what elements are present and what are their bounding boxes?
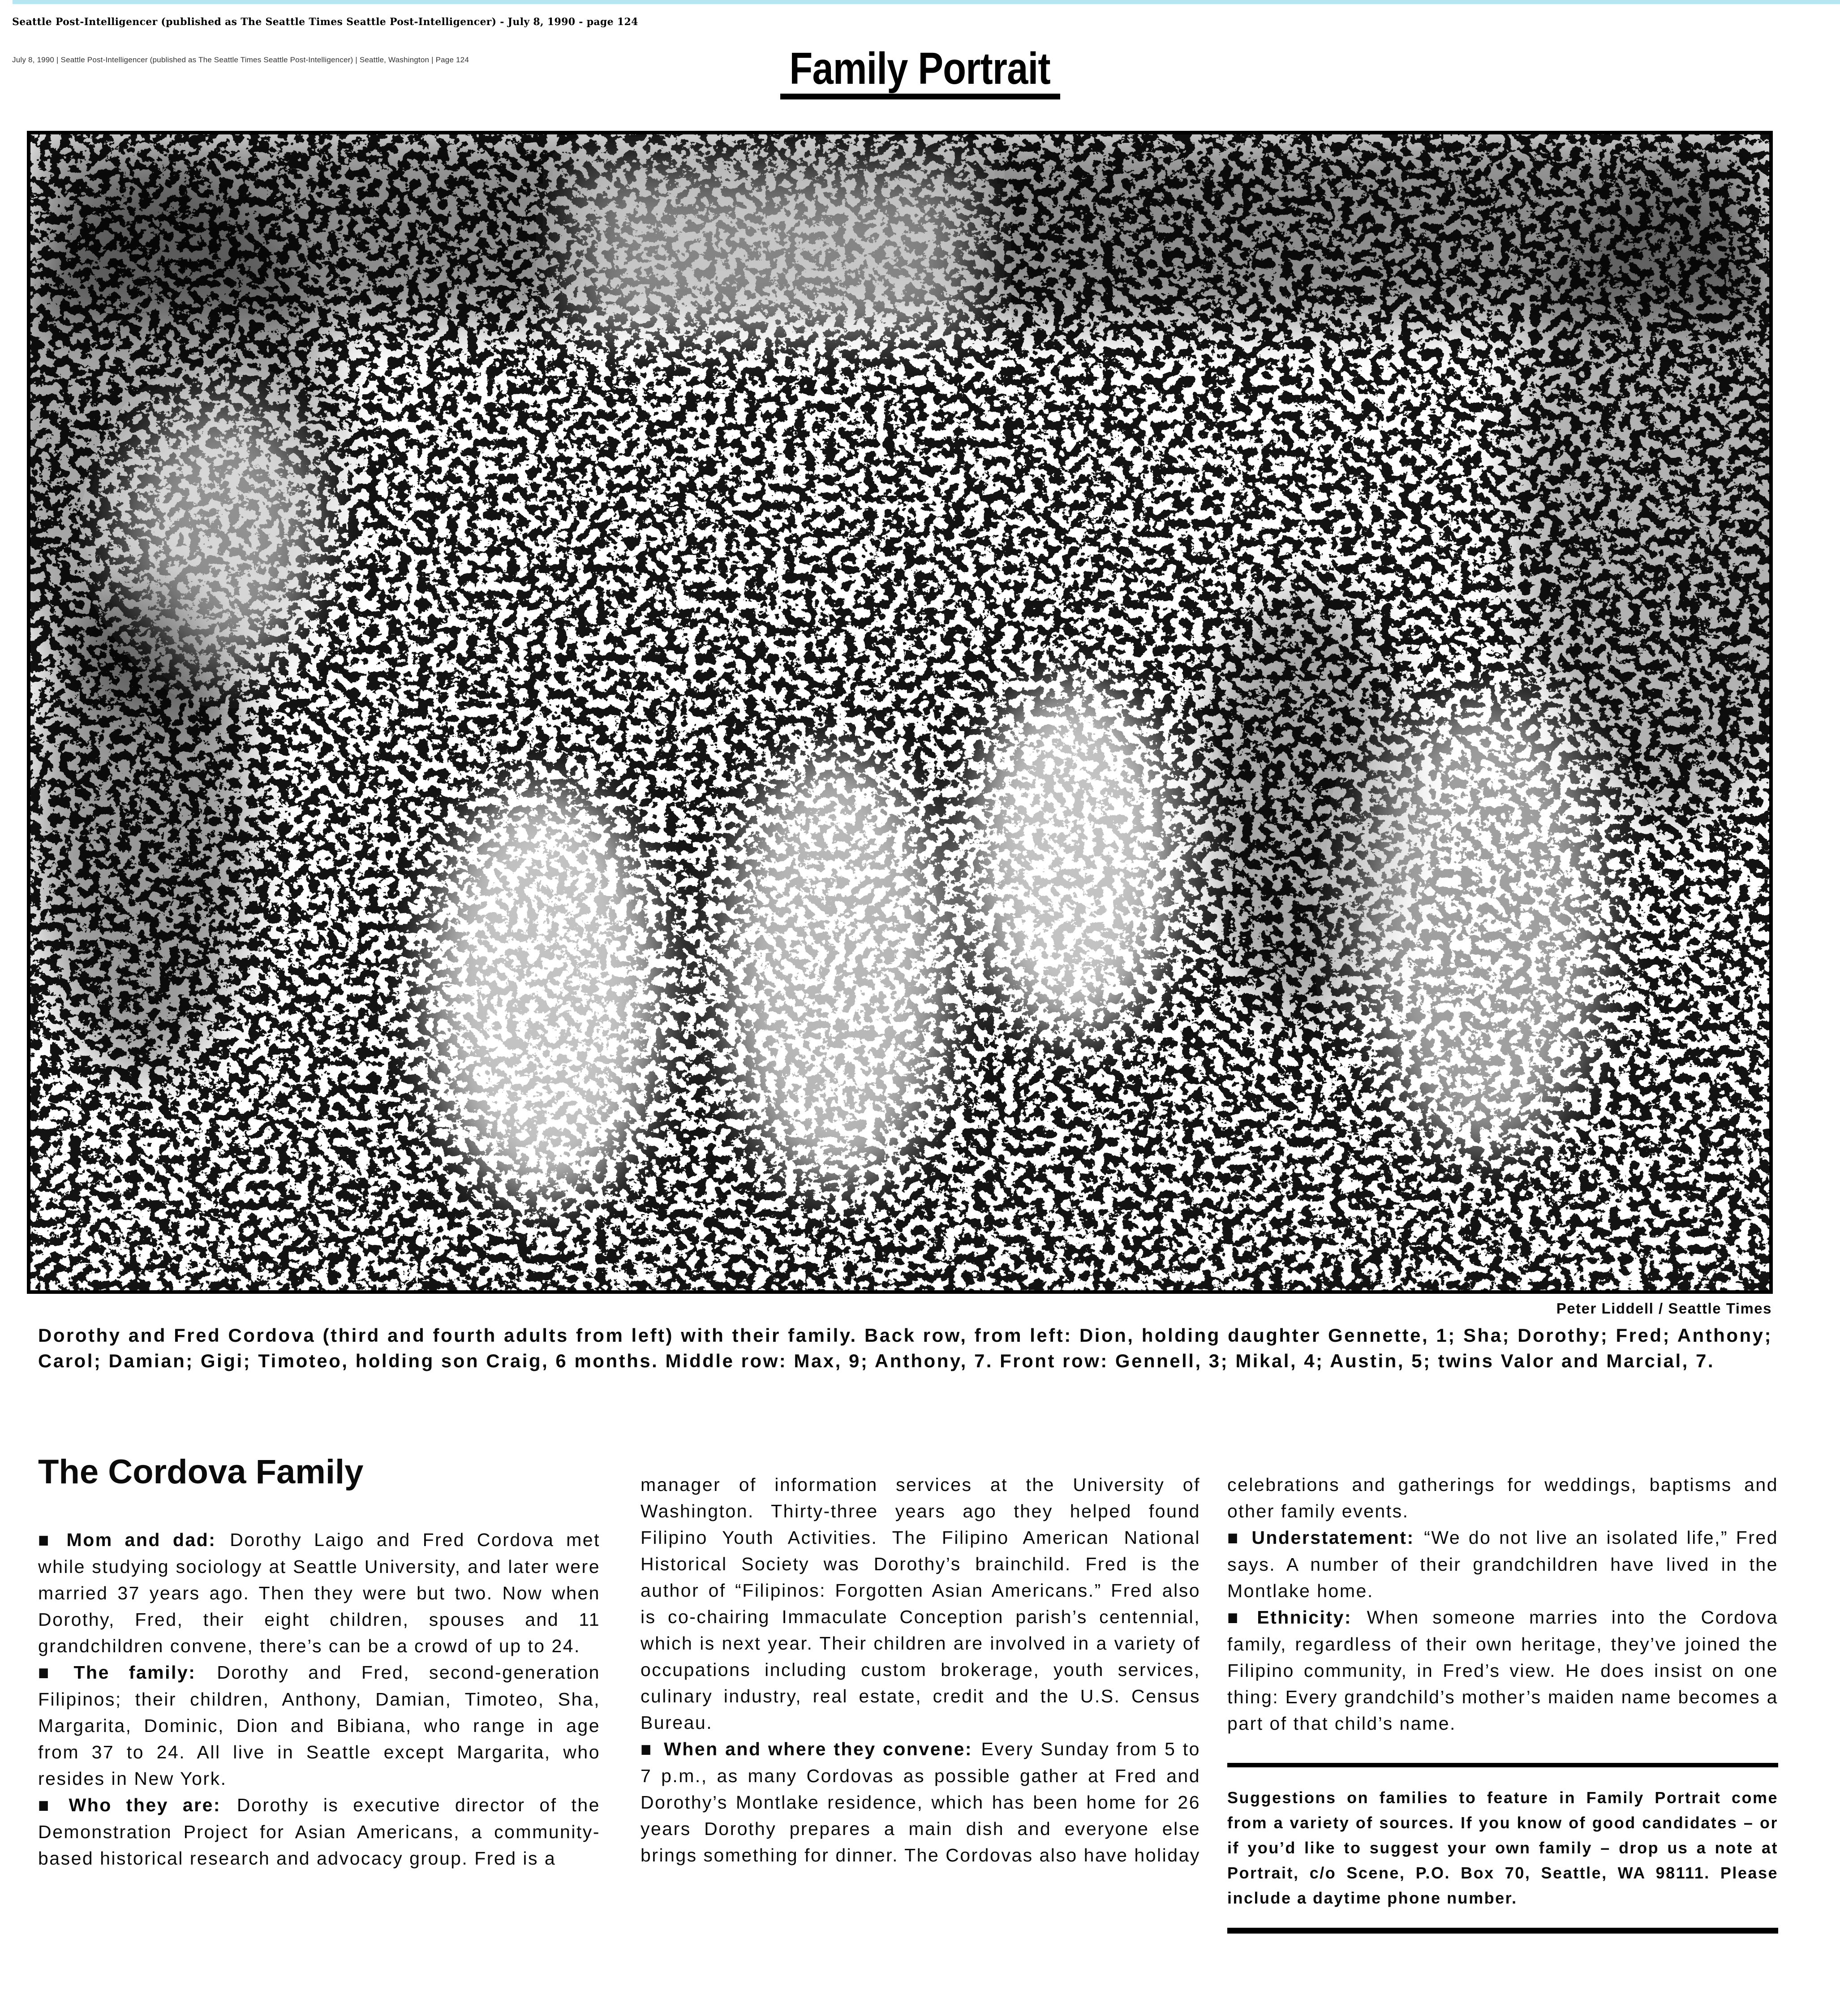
editor-note-rule-bottom (1227, 1928, 1778, 1934)
paragraph-lead: Understatement: (1251, 1527, 1414, 1548)
section-heading: Family Portrait (789, 43, 1051, 94)
paragraph-text: Every Sunday from 5 to 7 p.m., as many Cordovas as possible gather at Fred and Dorothy’s Montlake residence, which has been home for 26 years Dorothy prepares a main dish and everyone else brings something for dinner. The Cordovas also have holiday (641, 1739, 1200, 1865)
paragraph-text: Dorothy Laigo and Fred Cordova met while studying sociology at Seattle University, and later were married 37 years ago. Then they were but two. Now when Dorothy, Fred, their eight children, spouses and 11 grandchildren convene, there’s can be a crowd of up to 24. (38, 1529, 600, 1656)
paragraph-when-and-where (641, 1736, 1200, 1869)
paragraph-the-family (38, 1659, 600, 1792)
bullet-square-icon: ■ (38, 1794, 50, 1817)
section-heading-underline (780, 94, 1060, 99)
editor-note-rule-top (1227, 1763, 1778, 1767)
paragraph-who-they-are (38, 1792, 600, 1872)
halftone-photo-placeholder (30, 134, 1769, 1290)
paragraph-continuation (641, 1472, 1200, 1736)
paragraph-lead: Who they are: (69, 1795, 221, 1815)
bullet-square-icon: ■ (1227, 1607, 1239, 1629)
editor-note: Suggestions on families to feature in Family Portrait come from a variety of sources. If you know of good candidates – or if you’d like to suggest your own family – drop us a note at Portrait, c/o Scene, P.O. Box 70, Seattle, WA 98111. Please include a daytime phone number. (1227, 1788, 1778, 1907)
paragraph-mom-and-dad (38, 1527, 600, 1659)
article-title: The Cordova Family (38, 1453, 364, 1491)
scan-top-bar (13, 0, 1840, 4)
paragraph-text: manager of information services at the University of Washington. Thirty-three years ago they helped found Filipino Youth Activities. The Filipino American National Historical Society was Dorothy’s brainchild. Fred is the author of “Filipinos: Forgotten Asian Americans.” Fred also is co-chairing Immaculate Conception parish’s centennial, which is next year. Their children are involved in a variety of occupations including custom brokerage, youth services, culinary industry, real estate, credit and the U.S. Census Bureau. (641, 1474, 1200, 1733)
bullet-square-icon: ■ (38, 1529, 50, 1551)
paragraph-understatement (1227, 1525, 1778, 1604)
paragraph-lead: The family: (73, 1662, 196, 1683)
paragraph-text: celebrations and gatherings for weddings, baptisms and other family events. (1227, 1474, 1778, 1521)
paragraph-ethnicity (1227, 1604, 1778, 1737)
article-column-3 (1227, 1472, 1778, 1934)
paragraph-lead: When and where they convene: (664, 1739, 973, 1759)
bullet-square-icon: ■ (38, 1662, 50, 1684)
article-column-2 (641, 1472, 1200, 1869)
section-heading-wrap (0, 43, 1840, 99)
photo-caption: Dorothy and Fred Cordova (third and fourth adults from left) with their family. Back row, from left: Dion, holding daughter Gennette, 1; Sha; Dorothy; Fred; Anthony; Carol; Damian; Gigi; Timoteo, holding son Craig, 6 months. Middle row: Max, 9; Anthony, 7. Front row: Gennell, 3; Mikal, 4; Austin, 5; twins Valor and Marcial, 7. (38, 1325, 1772, 1371)
paragraph-text: When someone marries into the Cordova family, regardless of their own heritage, they’ve joined the Filipino community, in Fred’s view. He does insist on one thing: Every grandchild’s mother’s maiden name becomes a part of that child’s name. (1227, 1607, 1778, 1734)
paragraph-text: Dorothy is executive director of the Demonstration Project for Asian Americans, a community-based historical research and advocacy group. Fred is a (38, 1795, 600, 1869)
family-photo (27, 131, 1773, 1294)
bullet-square-icon: ■ (1227, 1527, 1239, 1549)
paragraph-text: “We do not live an isolated life,” Fred says. A number of their grandchildren have lived in the Montlake home. (1227, 1527, 1778, 1601)
photo-credit: Peter Liddell / Seattle Times (1556, 1300, 1772, 1317)
paragraph-text: Dorothy and Fred, second-generation Filipinos; their children, Anthony, Damian, Timoteo, Sha, Margarita, Dominic, Dion and Bibiana, who range in age from 37 to 24. All live in Seattle except Margarita, who resides in New York. (38, 1662, 600, 1789)
paragraph-continuation (1227, 1472, 1778, 1525)
paragraph-lead: Mom and dad: (66, 1529, 216, 1550)
clipping-meta: July 8, 1990 | Seattle Post-Intelligencer (published as The Seattle Times Seattle Post-Intelligencer) | Seattle, Washington | Page 124 (12, 56, 469, 64)
clipping-title: Seattle Post-Intelligencer (published as The Seattle Times Seattle Post-Intelligencer) - July 8, 1990 - page 124 (12, 16, 638, 28)
article-column-1 (38, 1527, 600, 1872)
bullet-square-icon: ■ (641, 1738, 653, 1761)
paragraph-lead: Ethnicity: (1257, 1607, 1352, 1628)
